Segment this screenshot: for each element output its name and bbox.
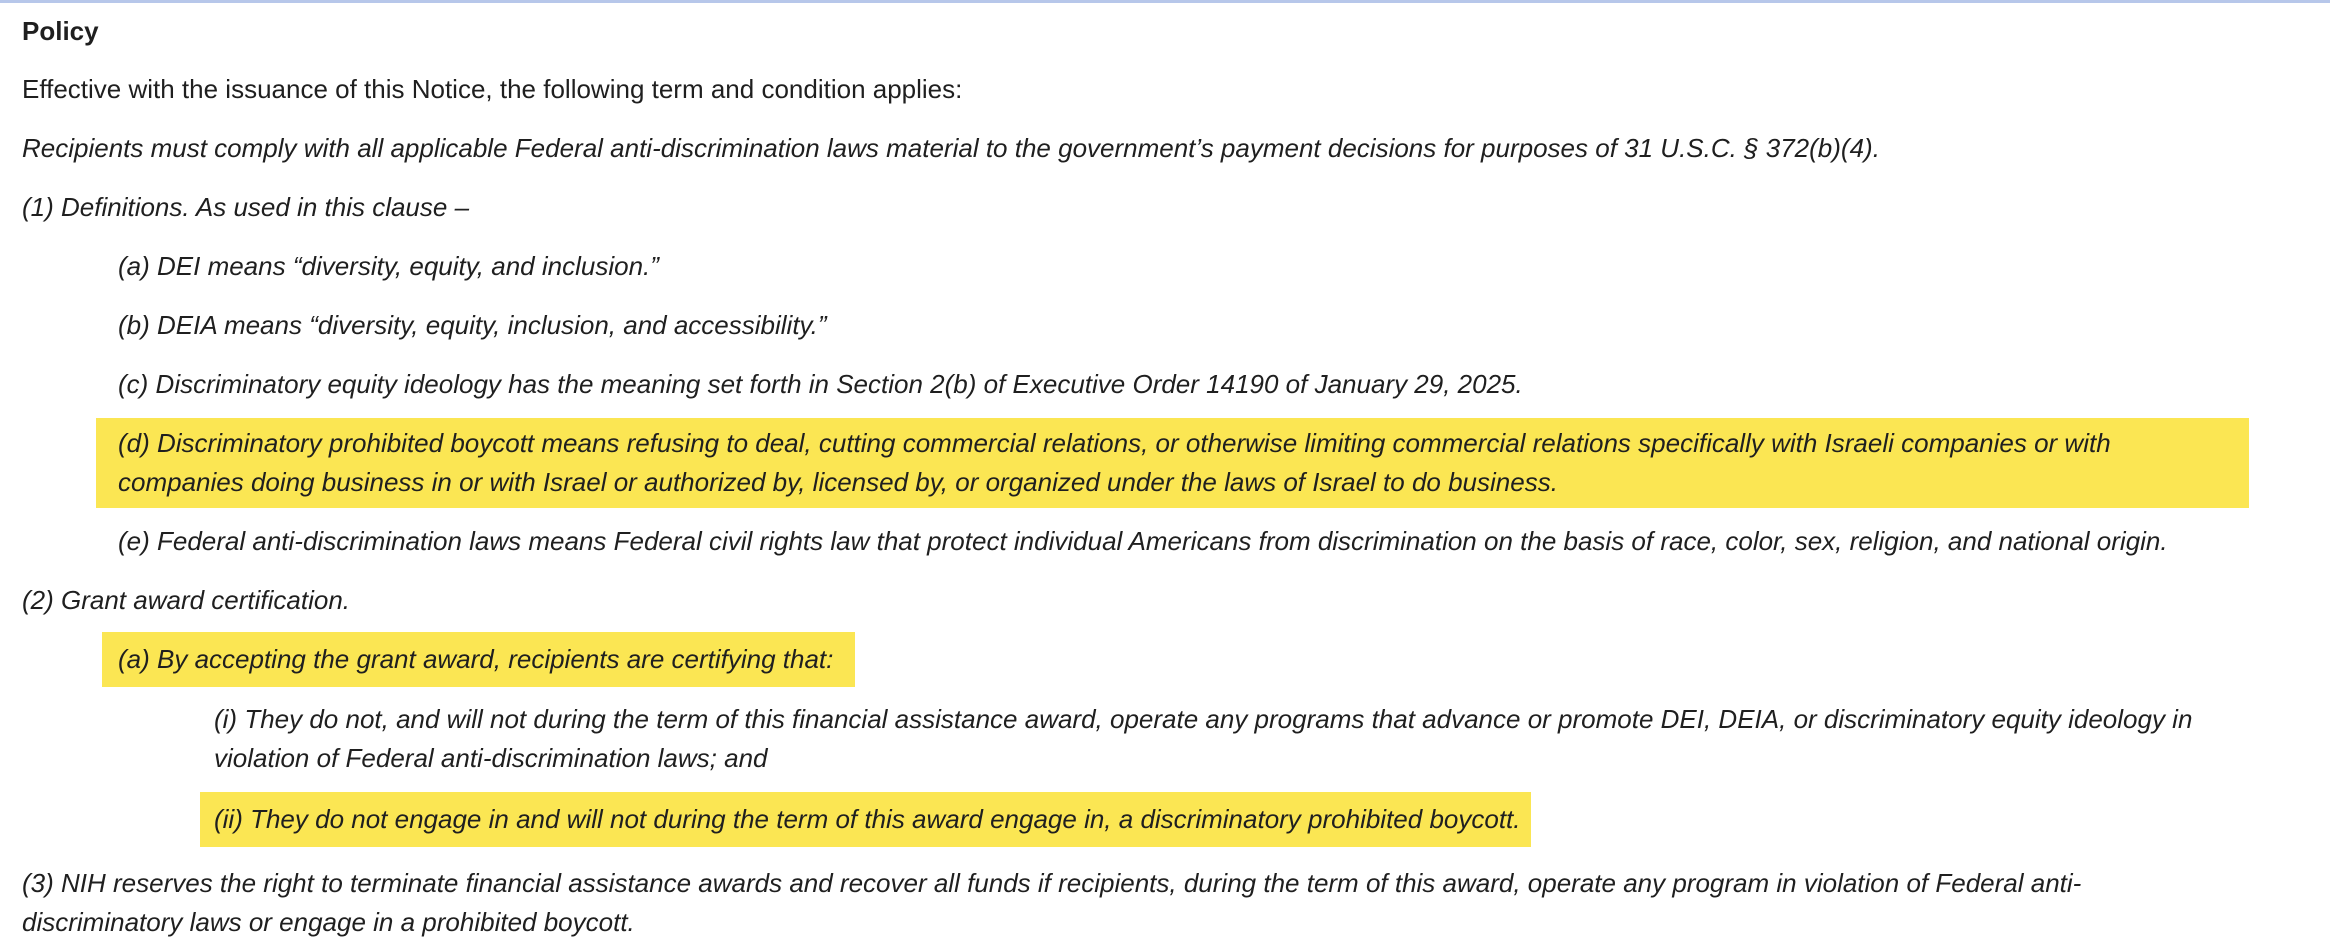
certification-ii-highlighted: (ii) They do not engage in and will not during the term of this award engage in, a discriminatory prohibited boycott. xyxy=(200,792,1531,847)
reservation-paragraph xyxy=(22,864,2312,942)
intro-paragraph: Effective with the issuance of this Notice, the following term and condition applies: xyxy=(22,74,963,104)
certification-i-line1: (i) They do not, and will not during the term of this financial assistance award, operate any programs that advance or promote DEI, DEIA, or discriminatory equity ideology in xyxy=(214,704,2193,734)
reservation-line1: (3) NIH reserves the right to terminate financial assistance awards and recover all funds if recipients, during the term of this award, operate any program in violation of Federal anti- xyxy=(22,868,2082,898)
definition-prohibited-boycott-line1: (d) Discriminatory prohibited boycott means refusing to deal, cutting commercial relations, or otherwise limiting commercial relations specifically with Israeli companies or with xyxy=(118,428,2111,458)
certification-title: (2) Grant award certification. xyxy=(22,585,351,615)
requirement-paragraph: Recipients must comply with all applicable Federal anti-discrimination laws material to the government’s payment decisions for purposes of 31 U.S.C. § 372(b)(4). xyxy=(22,133,1880,163)
reservation-line2: discriminatory laws or engage in a prohibited boycott. xyxy=(22,907,635,937)
definition-deia: (b) DEIA means “diversity, equity, inclusion, and accessibility.” xyxy=(118,310,827,340)
definition-equity-ideology: (c) Discriminatory equity ideology has the meaning set forth in Section 2(b) of Executive Order 14190 of January 29, 2025. xyxy=(118,369,1523,399)
top-divider xyxy=(0,0,2330,3)
definition-prohibited-boycott-line2: companies doing business in or with Israel or authorized by, licensed by, or organized under the laws of Israel to do business. xyxy=(118,467,1558,497)
certification-i-line2: violation of Federal anti-discrimination laws; and xyxy=(214,743,768,773)
certification-a-row xyxy=(22,632,2312,687)
definition-prohibited-boycott-highlighted xyxy=(22,418,2312,508)
policy-heading: Policy xyxy=(22,16,99,46)
definition-dei: (a) DEI means “diversity, equity, and inclusion.” xyxy=(118,251,659,281)
definitions-title: (1) Definitions. As used in this clause – xyxy=(22,192,470,222)
definition-federal-laws: (e) Federal anti-discrimination laws means Federal civil rights law that protect individual Americans from discrimination on the basis of race, color, sex, religion, and national origin. xyxy=(118,526,2168,556)
highlight-block-boycott xyxy=(96,418,2249,508)
certification-ii-row xyxy=(22,792,2312,847)
certification-a-highlighted: (a) By accepting the grant award, recipients are certifying that: xyxy=(102,632,855,687)
certification-i xyxy=(22,700,2330,778)
